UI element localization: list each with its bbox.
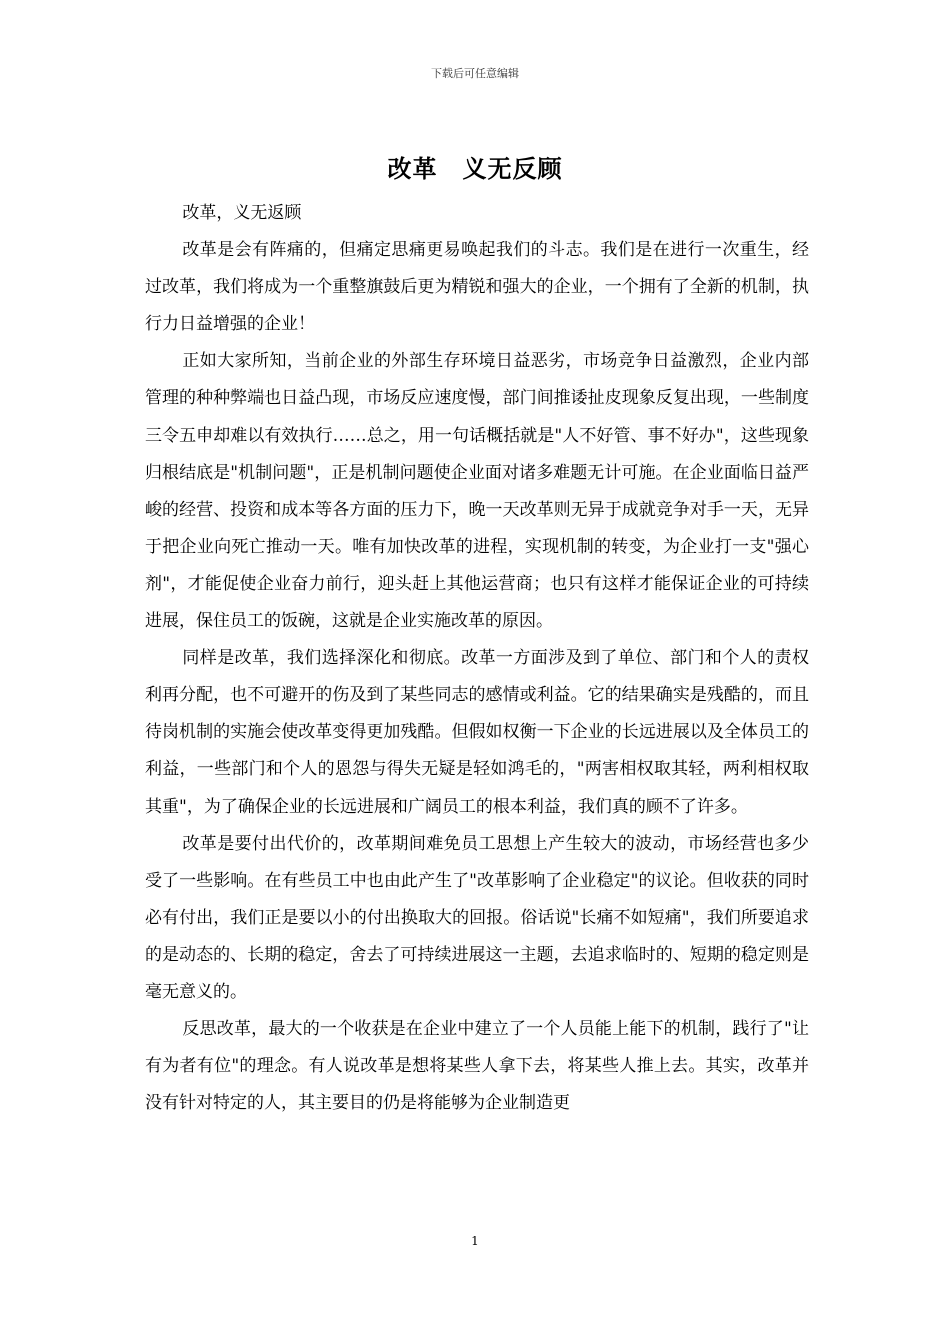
page-number: 1	[471, 1234, 479, 1248]
document-body	[145, 195, 809, 1122]
header-note: 下载后可任意编辑	[431, 67, 519, 80]
paragraph: 改革是会有阵痛的，但痛定思痛更易唤起我们的斗志。我们是在进行一次重生，经过改革，我们将成为一个重整旗鼓后更为精锐和强大的企业，一个拥有了全新的机制，执行力日益增强的企业！	[145, 240, 809, 335]
paragraph: 反思改革，最大的一个收获是在企业中建立了一个人员能上能下的机制，践行了"让有为者有位"的理念。有人说改革是想将某些人拿下去，将某些人推上去。其实，改革并没有针对特定的人，其主要目的仍是将能够为企业制造更	[145, 1019, 809, 1114]
paragraph: 同样是改革，我们选择深化和彻底。改革一方面涉及到了单位、部门和个人的责权利再分配，也不可避开的伤及到了某些同志的感情或利益。它的结果确实是残酷的，而且待岗机制的实施会使改革变得更加残酷。但假如权衡一下企业的长远进展以及全体员工的利益，一些部门和个人的恩怨与得失无疑是轻如鸿毛的，"两害相权取其轻，两利相权取其重"，为了确保企业的长远进展和广阔员工的根本利益，我们真的顾不了许多。	[145, 648, 809, 817]
paragraph: 正如大家所知，当前企业的外部生存环境日益恶劣，市场竞争日益激烈，企业内部管理的种种弊端也日益凸现，市场反应速度慢，部门间推诿扯皮现象反复出现，一些制度三令五申却难以有效执行……总之，用一句话概括就是"人不好管、事不好办"，这些现象归根结底是"机制问题"，正是机制问题使企业面对诸多难题无计可施。在企业面临日益严峻的经营、投资和成本等各方面的压力下，晚一天改革则无异于成就竞争对手一天，无异于把企业向死亡推动一天。唯有加快改革的进程，实现机制的转变，为企业打一支"强心剂"，才能促使企业奋力前行，迎头赶上其他运营商；也只有这样才能保证企业的可持续进展，保住员工的饭碗，这就是企业实施改革的原因。	[145, 351, 809, 632]
paragraph: 改革，义无返顾	[182, 203, 302, 223]
paragraph: 改革是要付出代价的，改革期间难免员工思想上产生较大的波动，市场经营也多少受了一些影响。在有些员工中也由此产生了"改革影响了企业稳定"的议论。但收获的同时必有付出，我们正是要以小的付出换取大的回报。俗话说"长痛不如短痛"，我们所要追求的是动态的、长期的稳定，舍去了可持续进展这一主题，去追求临时的、短期的稳定则是毫无意义的。	[145, 833, 809, 1002]
document-title: 改革 义无反顾	[387, 154, 563, 183]
